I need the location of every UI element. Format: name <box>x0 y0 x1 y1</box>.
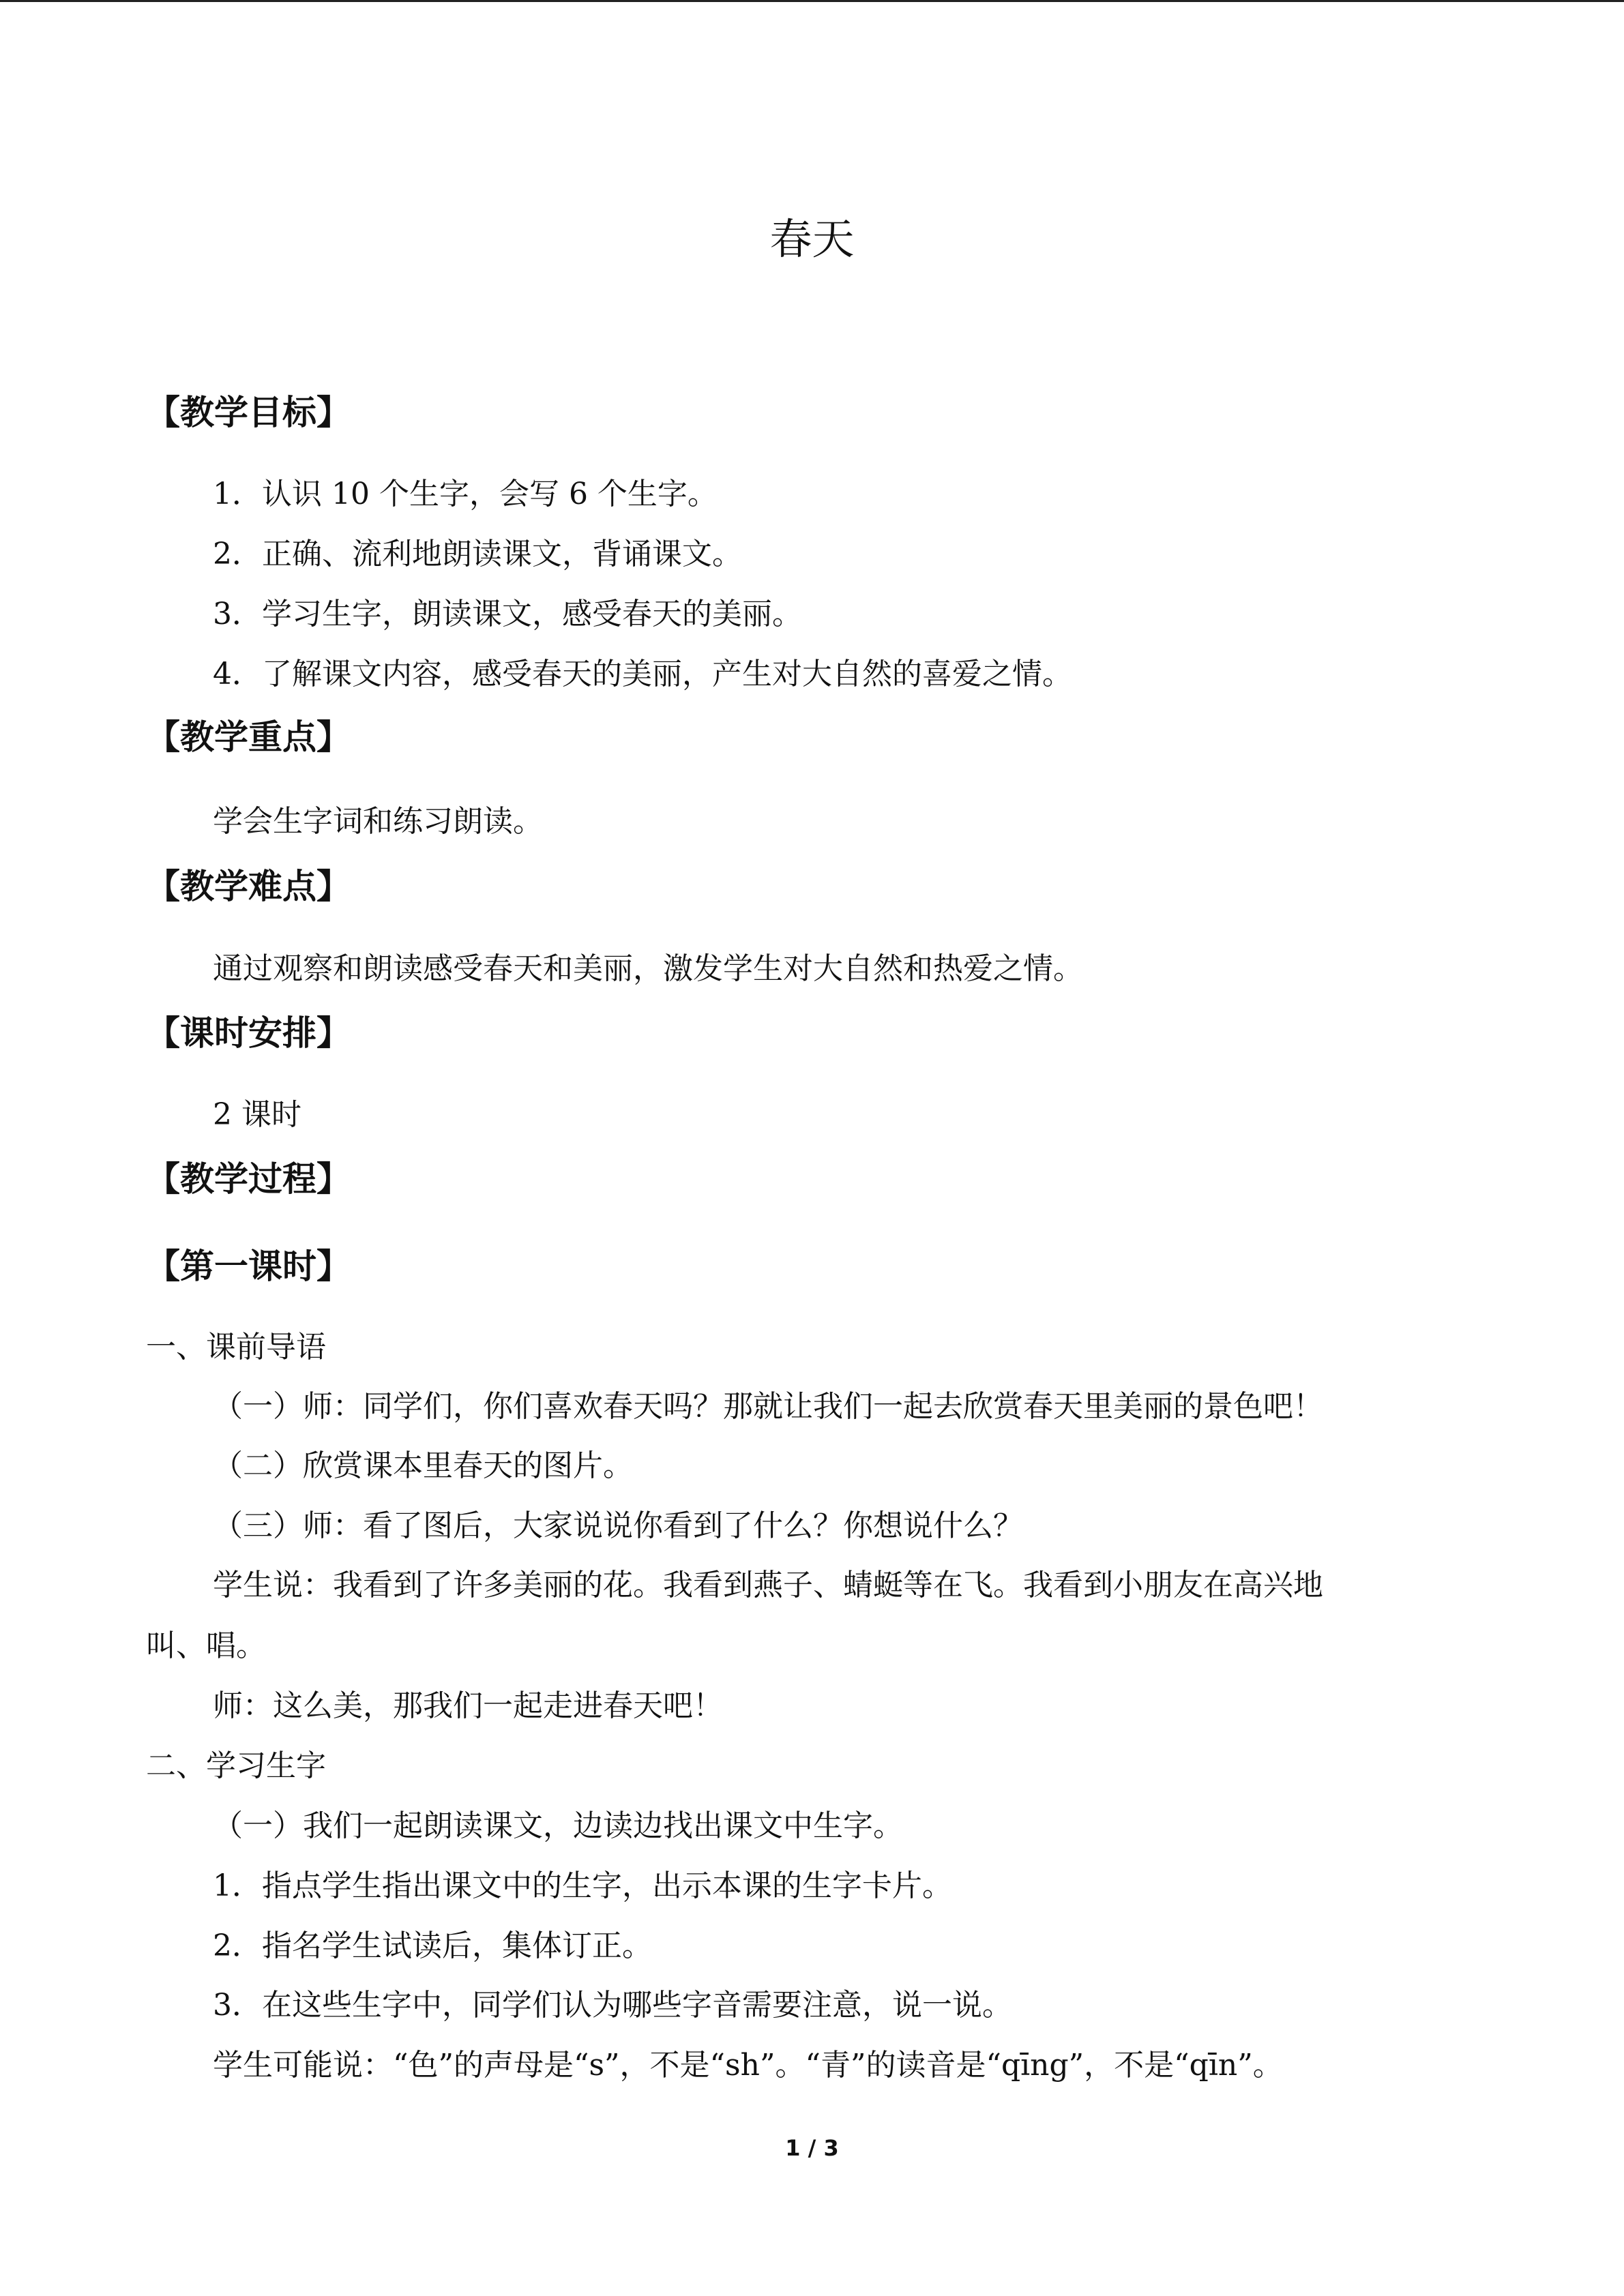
part2-line: 3．在这些生字中，同学们认为哪些字音需要注意，说一说。 <box>213 1988 1012 2023</box>
key-points-text: 学会生字词和练习朗读。 <box>213 804 543 839</box>
schedule-text: 2 课时 <box>213 1097 301 1132</box>
part2-line: 2．指名学生试读后，集体订正。 <box>213 1928 652 1963</box>
part1-line: （一）师：同学们，你们喜欢春天吗？那就让我们一起去欣赏春天里美丽的景色吧！ <box>213 1389 1323 1424</box>
part1-line: （三）师：看了图后，大家说说你看到了什么？你想说什么？ <box>213 1508 1023 1543</box>
part2-line: 学生可能说：“色”的声母是“s”，不是“sh”。“青”的读音是“qīng”，不是“qīn”。 <box>213 2048 1283 2083</box>
objective-item: 3．学习生字，朗读课文，感受春天的美丽。 <box>213 597 802 631</box>
difficulties-text: 通过观察和朗读感受春天和美丽，激发学生对大自然和热爱之情。 <box>213 951 1083 986</box>
key-points-heading: 【教学重点】 <box>146 717 351 757</box>
objective-item: 4．了解课文内容，感受春天的美丽，产生对大自然的喜爱之情。 <box>213 657 1072 691</box>
part2-title: 二、学习生字 <box>146 1748 326 1783</box>
part2-line: 1．指点学生指出课文中的生字，出示本课的生字卡片。 <box>213 1868 952 1903</box>
process-heading: 【教学过程】 <box>146 1159 351 1199</box>
objective-item: 1．认识 10 个生字，会写 6 个生字。 <box>213 477 718 511</box>
page-number: 1 / 3 <box>785 2135 839 2161</box>
part1-line: 师：这么美，那我们一起走进春天吧！ <box>213 1688 723 1723</box>
difficulties-heading: 【教学难点】 <box>146 867 351 906</box>
objectives-heading: 【教学目标】 <box>146 393 351 432</box>
schedule-heading: 【课时安排】 <box>146 1013 351 1053</box>
part1-line: 学生说：我看到了许多美丽的花。我看到燕子、蜻蜓等在飞。我看到小朋友在高兴地 <box>213 1568 1323 1602</box>
objective-item: 2．正确、流利地朗读课文，背诵课文。 <box>213 537 742 571</box>
top-border <box>0 0 1624 2</box>
lesson1-heading: 【第一课时】 <box>146 1247 351 1286</box>
page-title: 春天 <box>769 214 855 264</box>
part1-line: （二）欣赏课本里春天的图片。 <box>213 1448 633 1483</box>
part1-line-continued: 叫、唱。 <box>146 1628 266 1663</box>
part1-title: 一、课前导语 <box>146 1330 326 1365</box>
part2-line: （一）我们一起朗读课文，边读边找出课文中生字。 <box>213 1808 903 1843</box>
